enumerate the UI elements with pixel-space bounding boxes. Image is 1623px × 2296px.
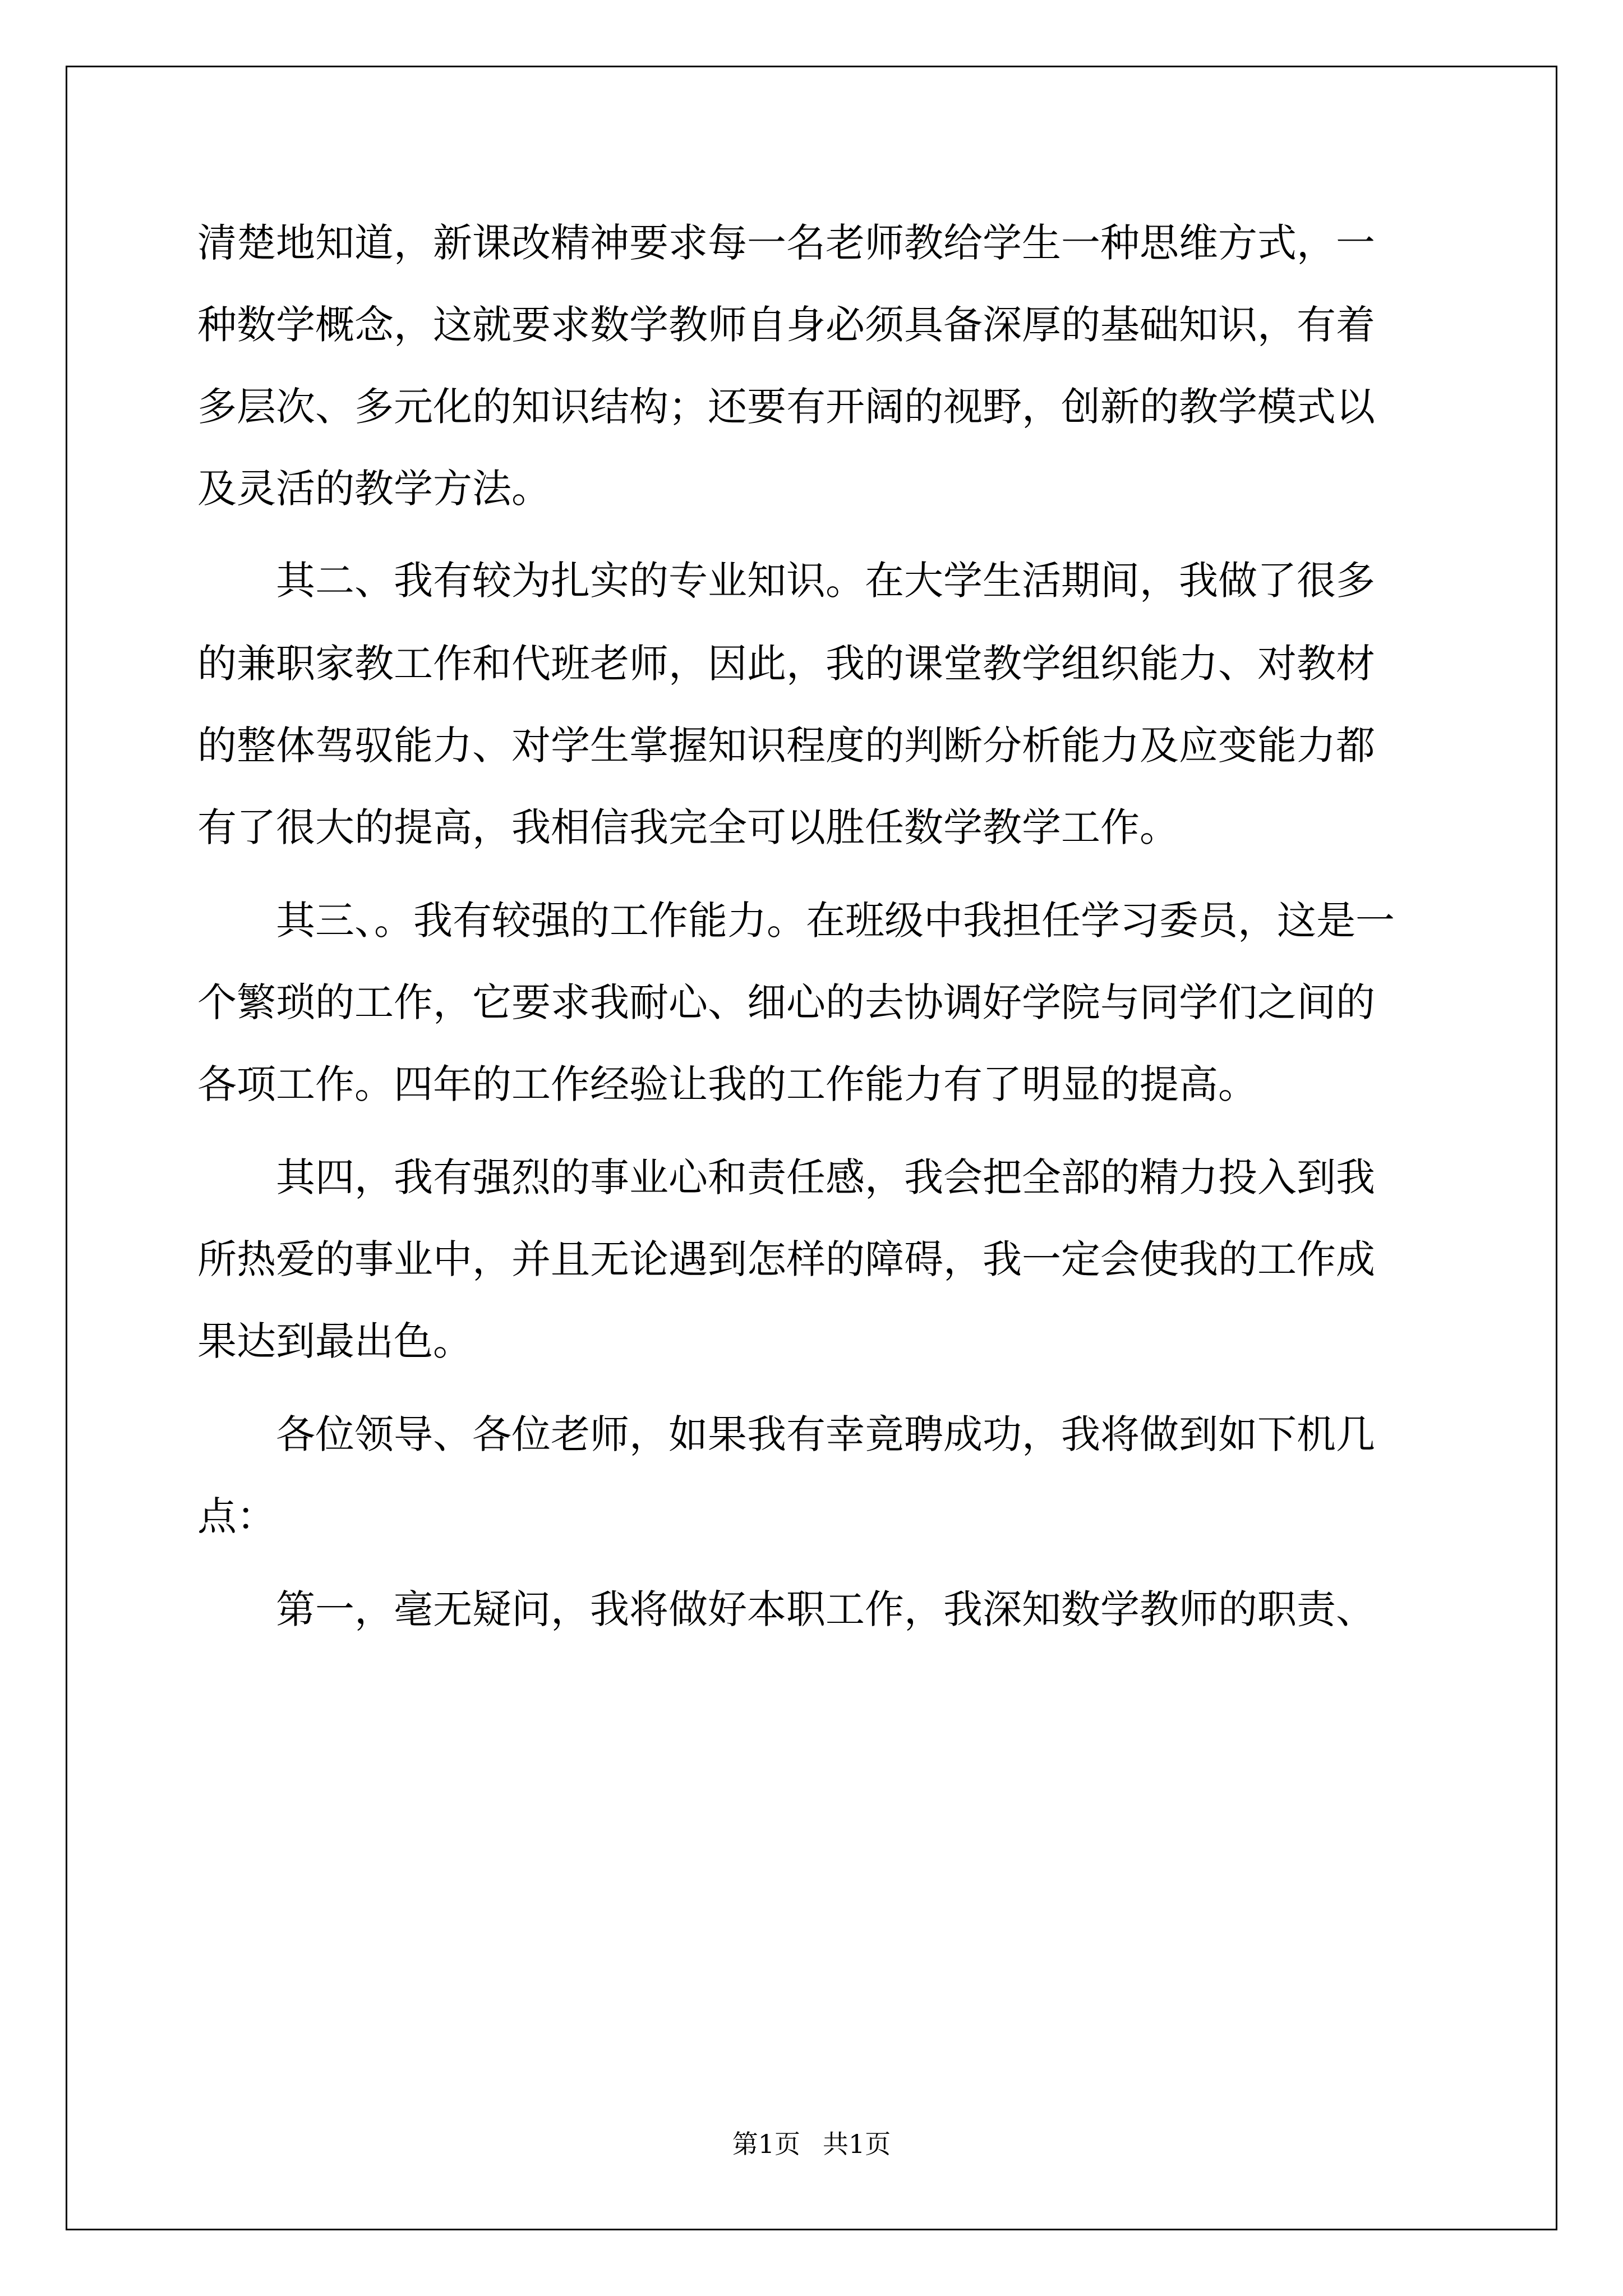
text-line: 其二、我有较为扎实的专业知识。在大学生活期间，我做了很多	[197, 558, 1375, 604]
text-line: 各项工作。四年的工作经验让我的工作能力有了明显的提高。	[197, 1061, 1257, 1107]
text-line: 第一，毫无疑问，我将做好本职工作，我深知数学教师的职责、	[197, 1586, 1375, 1632]
text-line: 多层次、多元化的知识结构；还要有开阔的视野，创新的教学模式以	[197, 384, 1375, 430]
text-line: 清楚地知道，新课改精神要求每一名老师教给学生一种思维方式，一	[197, 220, 1375, 266]
text-line: 有了很大的提高，我相信我完全可以胜任数学教学工作。	[197, 804, 1179, 850]
page-number: 第1页	[732, 2129, 800, 2159]
text-line: 的兼职家教工作和代班老师，因此，我的课堂教学组织能力、对教材	[197, 641, 1375, 687]
text-line: 果达到最出色。	[197, 1318, 472, 1364]
page-footer	[0, 2127, 1623, 2161]
text-line: 各位领导、各位老师，如果我有幸竟聘成功，我将做到如下机几	[197, 1411, 1375, 1457]
text-line: 的整体驾驭能力、对学生掌握知识程度的判断分析能力及应变能力都	[197, 723, 1375, 769]
text-line: 及灵活的教学方法。	[197, 466, 551, 512]
text-line: 个繁琐的工作，它要求我耐心、细心的去协调好学院与同学们之间的	[197, 979, 1375, 1025]
text-line: 其三、。我有较强的工作能力。在班级中我担任学习委员，这是一	[197, 898, 1395, 944]
text-line: 其四，我有强烈的事业心和责任感，我会把全部的精力投入到我	[197, 1154, 1375, 1200]
text-line: 所热爱的事业中，并且无论遇到怎样的障碍，我一定会使我的工作成	[197, 1236, 1375, 1282]
text-line: 点：	[197, 1493, 276, 1539]
text-line: 种数学概念，这就要求数学教师自身必须具备深厚的基础知识，有着	[197, 302, 1375, 348]
page-total: 共1页	[823, 2129, 891, 2159]
